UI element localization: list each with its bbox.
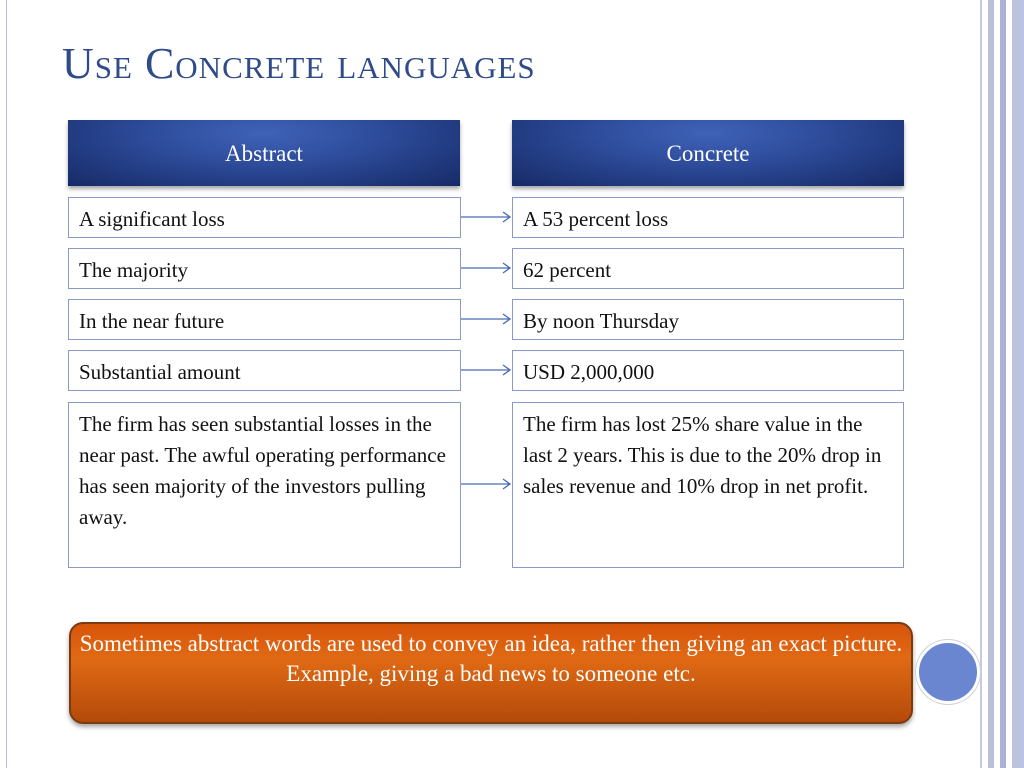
- concrete-cell-1: A 53 percent loss: [512, 197, 904, 238]
- concrete-cell-5: The firm has lost 25% share value in the last 2 years. This is due to the 20% drop in sales revenue and 10% drop in net profit.: [512, 402, 904, 568]
- note-line-2: Example, giving a bad news to someone etc.: [286, 661, 696, 686]
- abstract-cell-5: The firm has seen substantial losses in the near past. The awful operating performance has seen majority of the investors pulling away.: [68, 402, 461, 568]
- arrow-right-icon: [461, 477, 512, 491]
- concrete-cell-2: 62 percent: [512, 248, 904, 289]
- arrow-right-icon: [461, 261, 512, 275]
- slide-frame-right-stripes: [978, 0, 1024, 768]
- abstract-cell-2: The majority: [68, 248, 461, 289]
- concrete-cell-3: By noon Thursday: [512, 299, 904, 340]
- abstract-cell-1: A significant loss: [68, 197, 461, 238]
- slide-title: Use Concrete languages: [62, 39, 536, 88]
- arrow-right-icon: [461, 210, 512, 224]
- arrow-right-icon: [461, 363, 512, 377]
- concrete-header: Concrete: [512, 120, 904, 186]
- abstract-cell-4: Substantial amount: [68, 350, 461, 391]
- slide-frame-left: [6, 0, 7, 768]
- arrow-right-icon: [461, 312, 512, 326]
- abstract-cell-3: In the near future: [68, 299, 461, 340]
- decorative-circle-icon: [916, 640, 980, 704]
- note-line-1: Sometimes abstract words are used to convey an idea, rather then giving an exact picture.: [79, 631, 903, 656]
- note-box: [69, 622, 913, 724]
- concrete-cell-4: USD 2,000,000: [512, 350, 904, 391]
- abstract-header: Abstract: [68, 120, 460, 186]
